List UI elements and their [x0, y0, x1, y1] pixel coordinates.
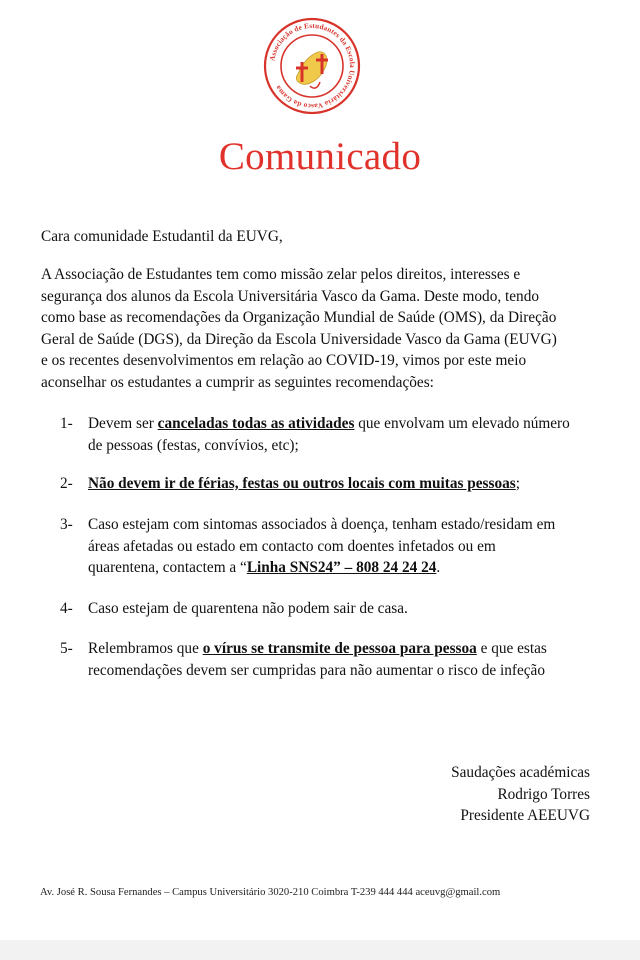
- page-bottom-band: [0, 940, 640, 960]
- list-item-text: Relembramos que: [88, 640, 203, 657]
- footer-address: Av. José R. Sousa Fernandes – Campus Universitário 3020-210 Coimbra T-239 444 444 aceuvg@gmail.com: [40, 887, 501, 898]
- list-item-emphasis: canceladas todas as atividades: [157, 415, 355, 432]
- list-item-text: .: [436, 559, 441, 576]
- list-item-text: e que estas recomendações devem ser cumpridas para não aumentar o risco de infeção: [88, 640, 547, 679]
- association-logo-icon: [262, 16, 362, 116]
- list-item-emphasis: Linha SNS24” – 808 24 24 24: [246, 559, 437, 576]
- list-item-text: Devem ser: [88, 415, 158, 432]
- list-item-number: 1-: [60, 415, 73, 432]
- signatory-title: Presidente AEEUVG: [460, 807, 590, 824]
- svg-text:Associação de Estudantes da Es: Associação de Estudantes da Escola Universitária Vasco da Gama: [268, 21, 357, 111]
- list-item: [60, 638, 570, 681]
- list-item: [60, 413, 570, 456]
- list-item-number: 2-: [60, 475, 73, 492]
- list-item-emphasis: o vírus se transmite de pessoa para pessoa: [202, 640, 477, 657]
- list-item-text: Caso estejam com sintomas associados à doença, tenham estado/residam em áreas afetadas ou estado em contacto com doentes infetados ou em quarentena, contactem a “: [88, 516, 556, 576]
- signature-block: [451, 762, 590, 827]
- list-item: [60, 514, 570, 579]
- salutation: Cara comunidade Estudantil da EUVG,: [41, 228, 283, 245]
- signatory-name: Rodrigo Torres: [497, 785, 590, 803]
- document-title: Comunicado: [218, 135, 422, 178]
- list-item-number: 3-: [60, 516, 73, 533]
- list-item-emphasis: Não devem ir de férias, festas ou outros locais com muitas pessoas: [88, 475, 516, 492]
- list-item-text: ;: [515, 475, 520, 492]
- intro-paragraph: A Associação de Estudantes tem como missão zelar pelos direitos, interesses e segurança dos alunos da Escola Universitária Vasco da Gama. Deste modo, tendo como base as recomendações da Organização Mundial de Saúde (OMS), da Direção Geral de Saúde (DGS), da Direção da Escola Universidade Vasco da Gama (EUVG) e os recentes desenvolvimentos em relação ao COVID-19, vimos por este meio aconselhar os estudantes a cumprir as seguintes recomendações:: [41, 266, 557, 391]
- list-item-text: Caso estejam de quarentena não podem sair de casa.: [88, 600, 408, 617]
- closing-greeting: Saudações académicas: [451, 764, 590, 781]
- list-item: [60, 598, 570, 620]
- list-item-number: 5-: [60, 640, 73, 657]
- list-item-text: que envolvam um elevado número de pessoas (festas, convívios, etc);: [88, 415, 570, 454]
- list-item: [60, 473, 570, 495]
- list-item-number: 4-: [60, 600, 73, 617]
